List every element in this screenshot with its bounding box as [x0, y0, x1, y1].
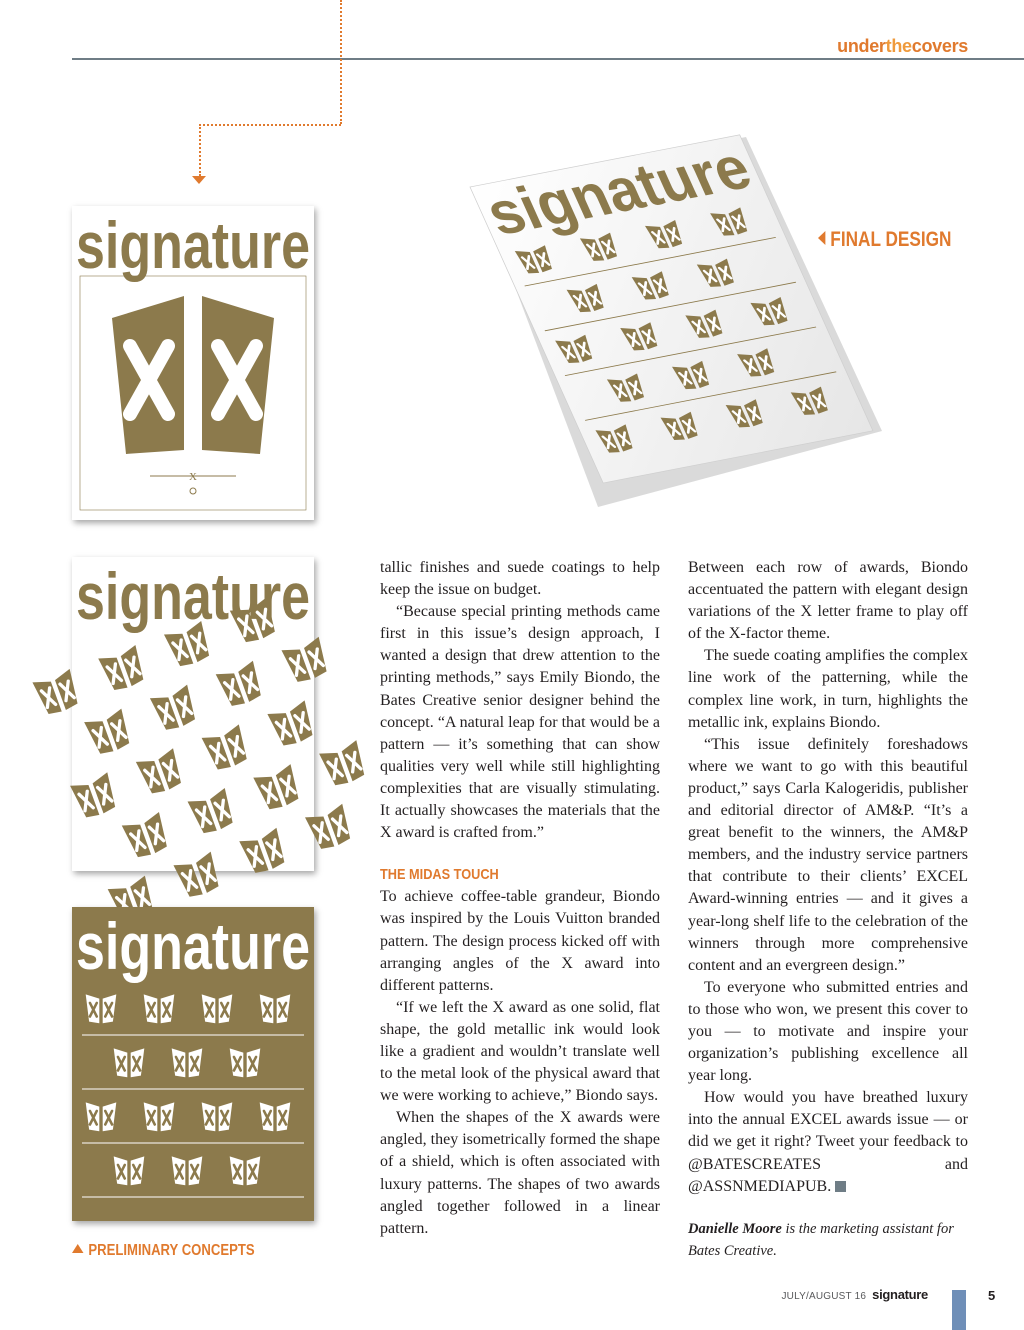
paragraph: To everyone who submitted entries and to those who won, we present this cover to you — to motivate and inspire your organization’s publishing excellence all year long. — [688, 978, 968, 1085]
cover-masthead: signature — [76, 909, 310, 983]
preliminary-cover-3 — [72, 907, 314, 1221]
subhead: THE MIDAS TOUCH — [380, 866, 499, 884]
preliminary-cover-2 — [72, 557, 314, 871]
paragraph: “Because special printing methods came first in this issue’s design approach, I wanted a design that drew attention to the printing methods,” says Emily Biondo, the Bates Creative senior designer behind the concept. “A natural leap for that would be a pattern — it’s something that can show qualities very well while still highlighting complexities that are visually stimulating. It actually showcases the materials that the X award is crafted from.” — [380, 603, 660, 842]
paragraph: “This issue definitely foreshadows where we want to go with this beautiful product,” says Carla Kalogeridis, publisher and editorial director of AM&P. “It’s a great benefit to the winners, the AM&P members, and the industry service partners that contribute to their clients’ EXCEL Award-winning entries — and it gives a year-long shelf life to the celebration of the winners through more comprehensive content and an evergreen design.” — [688, 735, 968, 974]
final-design-label: FINAL DESIGN — [818, 228, 951, 252]
paragraph: The suede coating amplifies the complex line work of the patterning, while the complex line work, in turn, highlights the metallic ink, explains Biondo. — [688, 647, 968, 731]
dotted-connector — [199, 124, 201, 176]
svg-text:X: X — [189, 471, 197, 483]
author-bio: Danielle Moore is the marketing assistant for Bates Creative. — [688, 1220, 954, 1259]
paragraph: How would you have breathed luxury into the annual EXCEL awards issue — or did we get it right? Tweet your feedback to @BATESCREATES and @ASSNMEDIAPUB. — [688, 1089, 968, 1195]
cover-masthead: signature — [475, 124, 806, 248]
paragraph: To achieve coffee-table grandeur, Biondo was inspired by the Louis Vuitton branded pattern. The design process kicked off with arranging angles of the X award into different patterns. — [380, 888, 660, 994]
final-design-cover — [460, 125, 880, 515]
folio-bar — [952, 1290, 966, 1330]
author-name: Danielle Moore — [688, 1220, 782, 1237]
article-column-1 — [380, 557, 660, 1240]
paragraph: Between each row of awards, Biondo accentuated the pattern with elegant design variations of the X letter frame to play off of the X-factor theme. — [688, 559, 968, 643]
triangle-left-icon — [818, 231, 825, 245]
arrow-down-icon — [192, 176, 206, 184]
preliminary-concepts-label: PRELIMINARY CONCEPTS — [72, 1242, 255, 1260]
section-tag: underthecovers — [837, 36, 968, 56]
triangle-up-icon — [72, 1244, 83, 1253]
cover-masthead: signature — [76, 559, 310, 633]
article-column-2 — [688, 557, 968, 1262]
header-rule — [72, 58, 1024, 60]
end-mark-icon — [835, 1181, 846, 1192]
dotted-connector — [340, 0, 342, 124]
paragraph: “If we left the X award as one solid, flat shape, the gold metallic ink would look like a gradient and wouldn’t translate well to the metal look of the physical award that we were working to achieve,” Biondo says. — [380, 998, 660, 1105]
paragraph: tallic finishes and suede coatings to help keep the issue on budget. — [380, 559, 660, 599]
paragraph: When the shapes of the X awards were angled, they isometrically formed the shape of a shield, which is often associated with luxury patterns. The shapes of two awards angled together followed in a linear pattern. — [380, 1109, 660, 1237]
cover-masthead: signature — [76, 208, 310, 282]
dotted-connector — [199, 124, 341, 126]
page-number: 5 — [988, 1288, 996, 1303]
preliminary-cover-1 — [72, 206, 314, 520]
folio: JULY/AUGUST 16 signature — [781, 1287, 928, 1302]
